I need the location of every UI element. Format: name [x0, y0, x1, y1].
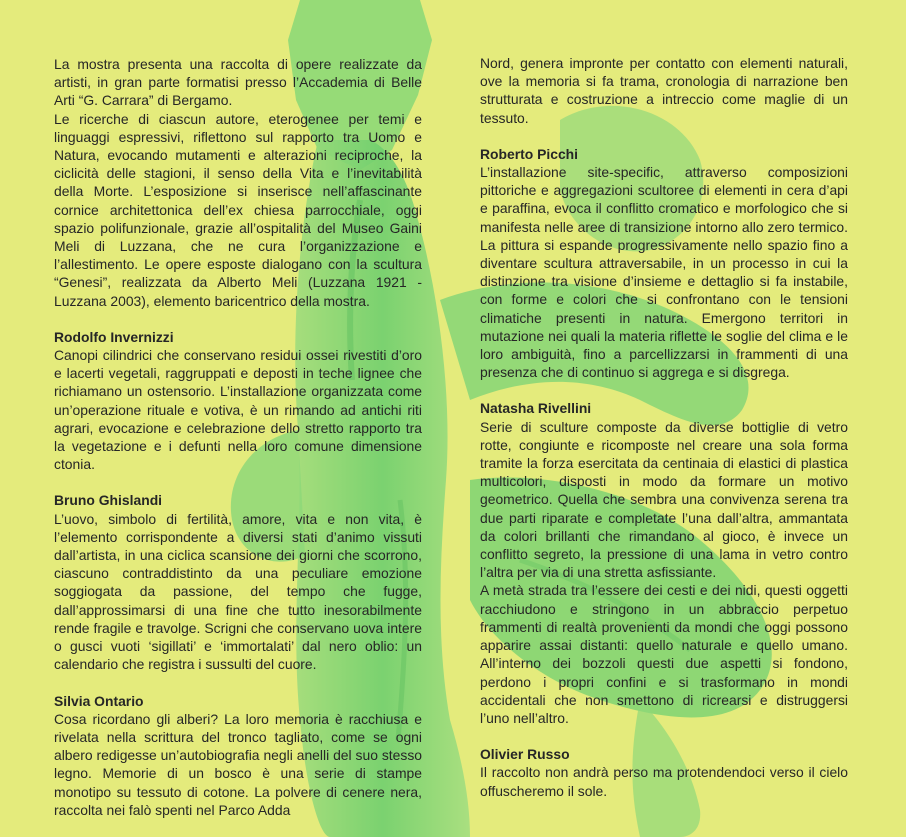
artist-name: Olivier Russo [480, 746, 570, 763]
artist-name: Silvia Ontario [54, 692, 144, 709]
artist-section-silvia-ontario [54, 692, 422, 819]
artist-name: Natasha Rivellini [480, 400, 592, 417]
artist-section-natasha-rivellini [480, 399, 848, 727]
artist-section-olivier-russo [480, 745, 848, 800]
artist-description: A metà strada tra l’essere dei cesti e dei nidi, questi oggetti racchiudono e stringono in un abbraccio perpetuo frammenti di realtà provenienti da mondi che oggi possono apparire assai distanti: quello naturale e quello umano. All’interno dei bozzoli questi due aspetti si fondono, perdono i propri confini e si trasformano in mondi accidentali che non smettono di ricrearsi e distruggersi l’uno nell’altro. [480, 582, 848, 726]
artist-name: Bruno Ghislandi [54, 492, 163, 509]
artist-section-rodolfo-invernizzi [54, 328, 422, 474]
continuation-section [480, 54, 848, 127]
intro-section [54, 55, 422, 310]
artist-description: Il raccolto non andrà perso ma protendendoci verso il cielo offuscheremo il sole. [480, 764, 848, 799]
artist-description: L’uovo, simbolo di fertilità, amore, vita e non vita, è l’elemento corrispondente a diversi stati d’animo vissuti dall’artista, in una ciclica scansione dei giorni che scorrono, ciascuno contraddistinto da una peculiare emozione soggiogata da passione, del tempo che fugge, dall’approssimarsi di una fine che tutto inesorabilmente rende fragile e travolge. Scrigni che conservano uova intere o gusci vuoti ‘sigillati’ e ‘immortalati’ dal nero oblio: un calendario che registra i sussulti del cuore. [54, 510, 422, 673]
continuation-paragraph: Nord, genera impronte per contatto con elementi naturali, ove la memoria si fa trama, cronologia di narrazione ben strutturata e costruzione a intreccio come maglie di un tessuto. [480, 55, 848, 126]
artist-name: Roberto Picchi [480, 145, 579, 162]
artist-name: Rodolfo Invernizzi [54, 328, 174, 345]
intro-paragraph-1: La mostra presenta una raccolta di opere realizzate da artisti, in gran parte formatisi presso l’Accademia di Belle Arti “G. Carrara” di Bergamo. [54, 56, 422, 109]
intro-paragraph-2: Le ricerche di ciascun autore, eterogenee per temi e linguaggi espressivi, riflettono sul rapporto tra Uomo e Natura, evocando mutamenti e alterazioni reciproche, la ciclicità delle stagioni, il senso della Vita e l’inevitabilità della Morte. L’esposizione si inserisce nell’affascinante cornice architettonica dell’ex chiesa parrocchiale, oggi spazio polifunzionale, grazie all’ospitalità del Museo Gaini Meli di Luzzana, che ne cura l’organizzazione e l’allestimento. Le opere esposte dialogano con la scultura “Genesi”, realizzata da Alberto Meli (Luzzana 1921 - Luzzana 2003), elemento baricentrico della mostra. [54, 110, 422, 309]
artist-description: Canopi cilindrici che conservano residui ossei rivestiti d’oro e lacerti vegetali, raggruppati e deposti in teche lignee che richiamano un ostensorio. L’installazione organizzata come un’operazione rituale e votiva, è un rimando ad antichi riti agrari, evocazione e celebrazione dello stretto rapporto tra la vegetazione e i defunti nella loro comune dimensione ctonia. [54, 347, 422, 473]
left-text-column [54, 55, 422, 819]
artist-description: L’installazione site-specific, attraverso composizioni pittoriche e aggregazioni scultoree di elementi in cera d’api e paraffina, evoca il conflitto cromatico e morfologico che si manifesta nelle aree di transizione intorno allo zero termico. La pittura si espande progressivamente nello spazio fino a diventare scultura attraversabile, in un processo in cui la distinzione tra visione d’insieme e dettaglio si fa instabile, con forme e colori che si confrontano con le tensioni climatiche presenti in natura. Emergono territori in mutazione nei quali la materia riflette le soglie del clima e le loro ambiguità, fino a parcellizzarsi in frammenti di una presenza che di continuo si aggrega e si disgrega. [480, 164, 848, 381]
artist-description: Serie di sculture composte da diverse bottiglie di vetro rotte, congiunte e ricomposte nel creare una sola forma tramite la forza esercitata da centinaia di elastici di plastica multicolori, disposti in modo da formare un motivo geometrico. Quella che sembra una convivenza serena tra due parti riparate e completate l’una dall’altra, ammantata da colori brillanti che rimandano al gioco, è invece un conflitto segreto, la pressione di una lama in vetro contro l’altra per via di una stretta asfissiante. [480, 418, 848, 581]
artist-description: Cosa ricordano gli alberi? La loro memoria è racchiusa e rivelata nella scrittura del tronco tagliato, come se ogni albero redigesse un’autobiografia negli anelli del suo stesso legno. Memorie di un bosco è una serie di stampe monotipo su tessuto di cotone. La polvere di cenere nera, raccolta nei falò spenti nel Parco Adda [54, 710, 422, 818]
artist-section-roberto-picchi [480, 145, 848, 382]
artist-section-bruno-ghislandi [54, 491, 422, 673]
right-text-column [480, 54, 848, 800]
